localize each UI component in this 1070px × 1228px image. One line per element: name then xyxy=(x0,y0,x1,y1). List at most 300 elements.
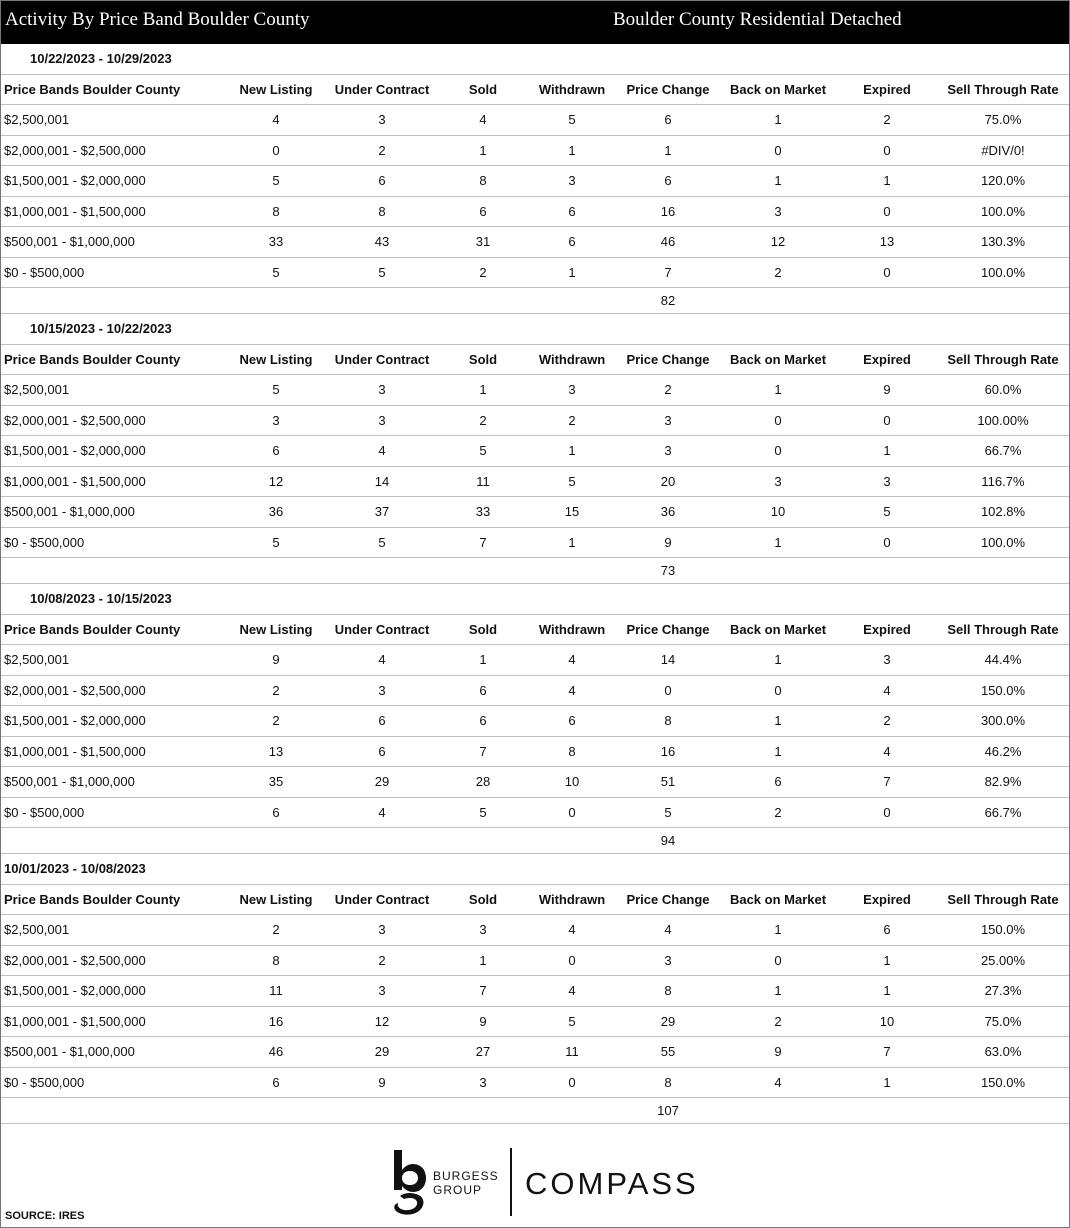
date-range-label: 10/15/2023 - 10/22/2023 xyxy=(30,321,172,337)
table-cell: 9 xyxy=(378,1074,386,1090)
table-cell: 10 xyxy=(879,1013,895,1029)
column-header: Withdrawn xyxy=(538,621,606,637)
column-header: Sold xyxy=(468,81,498,97)
table-cell: 33 xyxy=(475,504,491,520)
column-header: Expired xyxy=(863,81,911,97)
table-cell: 1 xyxy=(774,983,782,999)
table-cell: 3 xyxy=(378,922,386,938)
table-row xyxy=(1,767,1069,798)
table-row xyxy=(1,467,1069,498)
table-cell: 150.0% xyxy=(980,922,1026,938)
table-cell: 3 xyxy=(883,473,891,489)
table-cell: 2 xyxy=(664,382,672,398)
table-cell: 8 xyxy=(568,743,576,759)
table-cell: 8 xyxy=(664,983,672,999)
price-change-total: 94 xyxy=(660,833,676,848)
table-cell: 0 xyxy=(883,412,891,428)
column-header-row xyxy=(1,885,1069,916)
table-cell: 75.0% xyxy=(984,112,1022,128)
table-cell: 7 xyxy=(479,743,487,759)
table-cell: 8 xyxy=(378,203,386,219)
table-cell: 10 xyxy=(564,774,580,790)
table-cell: 100.0% xyxy=(980,203,1026,219)
table-cell: 16 xyxy=(660,743,676,759)
price-band-label: $1,500,001 - $2,000,000 xyxy=(4,713,146,729)
date-range-row xyxy=(1,854,1069,885)
table-cell: 11 xyxy=(476,473,490,489)
table-cell: 31 xyxy=(475,234,491,250)
table-cell: 5 xyxy=(272,264,280,280)
price-band-label: $2,000,001 - $2,500,000 xyxy=(4,142,146,158)
table-cell: 8 xyxy=(272,952,280,968)
report-subtitle: Boulder County Residential Detached xyxy=(613,9,902,30)
price-band-label: $2,000,001 - $2,500,000 xyxy=(4,412,146,428)
price-band-label: $0 - $500,000 xyxy=(4,1074,85,1090)
price-band-label: $0 - $500,000 xyxy=(4,264,85,280)
table-cell: 0 xyxy=(568,804,576,820)
logo-line-1: BURGESS xyxy=(433,1169,499,1183)
table-cell: 4 xyxy=(378,804,386,820)
table-cell: 35 xyxy=(268,774,284,790)
column-header: Price Bands Boulder County xyxy=(4,621,181,637)
table-cell: 5 xyxy=(479,804,487,820)
table-cell: 150.0% xyxy=(980,682,1026,698)
price-band-section xyxy=(1,44,1069,314)
table-cell: 102.8% xyxy=(980,504,1026,520)
table-cell: 3 xyxy=(378,682,386,698)
table-cell: 15 xyxy=(564,504,580,520)
table-cell: 82.9% xyxy=(984,774,1022,790)
table-cell: 116.7% xyxy=(981,473,1025,489)
column-header: Price Bands Boulder County xyxy=(4,891,181,907)
table-cell: 3 xyxy=(479,1074,487,1090)
table-cell: 0 xyxy=(883,534,891,550)
column-header: Sell Through Rate xyxy=(947,351,1059,367)
column-header: New Listing xyxy=(239,351,313,367)
table-cell: 11 xyxy=(269,983,283,999)
table-cell: 46 xyxy=(268,1044,284,1060)
column-header: Sold xyxy=(468,891,498,907)
table-cell: 130.3% xyxy=(980,234,1026,250)
column-header: Back on Market xyxy=(729,621,827,637)
table-cell: 16 xyxy=(268,1013,284,1029)
table-cell: 8 xyxy=(664,1074,672,1090)
table-cell: 14 xyxy=(660,652,676,668)
table-row xyxy=(1,105,1069,136)
price-band-label: $0 - $500,000 xyxy=(4,534,85,550)
table-cell: 6 xyxy=(378,173,386,189)
table-cell: 13 xyxy=(268,743,284,759)
table-cell: 1 xyxy=(479,382,487,398)
table-cell: 2 xyxy=(568,412,576,428)
table-cell: 36 xyxy=(268,504,284,520)
table-cell: 1 xyxy=(479,652,487,668)
table-cell: 3 xyxy=(568,382,576,398)
table-row xyxy=(1,528,1069,559)
table-row xyxy=(1,1068,1069,1099)
table-row xyxy=(1,706,1069,737)
table-row xyxy=(1,136,1069,167)
table-cell: 1 xyxy=(774,173,782,189)
table-cell: #DIV/0! xyxy=(981,142,1025,158)
table-cell: 12 xyxy=(770,234,786,250)
table-cell: 0 xyxy=(774,412,782,428)
compass-logo: COMPASS xyxy=(525,1166,699,1201)
table-cell: 1 xyxy=(774,743,782,759)
column-header: Sell Through Rate xyxy=(947,81,1059,97)
table-cell: 9 xyxy=(479,1013,487,1029)
table-cell: 1 xyxy=(568,142,576,158)
table-cell: 5 xyxy=(272,534,280,550)
table-cell: 6 xyxy=(378,713,386,729)
table-cell: 4 xyxy=(378,443,386,459)
table-cell: 44.4% xyxy=(984,652,1022,668)
table-cell: 6 xyxy=(479,682,487,698)
table-cell: 5 xyxy=(664,804,672,820)
column-header: Withdrawn xyxy=(538,351,606,367)
table-cell: 6 xyxy=(272,443,280,459)
column-header-row xyxy=(1,615,1069,646)
table-cell: 9 xyxy=(774,1044,782,1060)
table-cell: 0 xyxy=(774,682,782,698)
table-cell: 5 xyxy=(568,1013,576,1029)
table-cell: 27 xyxy=(475,1044,491,1060)
table-cell: 5 xyxy=(378,534,386,550)
column-header: Under Contract xyxy=(334,81,430,97)
table-cell: 9 xyxy=(664,534,672,550)
price-change-total-row xyxy=(1,1098,1069,1124)
table-cell: 5 xyxy=(479,443,487,459)
column-header: Expired xyxy=(863,351,911,367)
table-cell: 55 xyxy=(660,1044,676,1060)
table-cell: 6 xyxy=(883,922,891,938)
table-cell: 9 xyxy=(883,382,891,398)
table-cell: 6 xyxy=(272,1074,280,1090)
table-cell: 27.3% xyxy=(984,983,1022,999)
price-change-total-row xyxy=(1,828,1069,854)
price-band-label: $1,500,001 - $2,000,000 xyxy=(4,983,146,999)
table-cell: 3 xyxy=(568,173,576,189)
price-change-total: 107 xyxy=(657,1103,679,1118)
table-cell: 6 xyxy=(774,774,782,790)
table-row xyxy=(1,1037,1069,1068)
column-header: Back on Market xyxy=(729,81,827,97)
table-cell: 6 xyxy=(664,173,672,189)
table-cell: 1 xyxy=(479,142,487,158)
price-band-label: $1,000,001 - $1,500,000 xyxy=(4,203,146,219)
column-header: Price Change xyxy=(626,621,710,637)
logo-divider xyxy=(510,1148,512,1216)
table-cell: 1 xyxy=(479,952,487,968)
table-cell: 2 xyxy=(378,952,386,968)
table-row xyxy=(1,737,1069,768)
table-cell: 14 xyxy=(374,473,390,489)
table-cell: 4 xyxy=(568,682,576,698)
table-cell: 2 xyxy=(479,412,487,428)
table-cell: 66.7% xyxy=(984,804,1022,820)
date-range-row xyxy=(1,44,1069,75)
table-cell: 6 xyxy=(568,203,576,219)
table-cell: 3 xyxy=(272,412,280,428)
table-row xyxy=(1,798,1069,829)
table-row xyxy=(1,406,1069,437)
table-cell: 0 xyxy=(774,443,782,459)
table-cell: 12 xyxy=(374,1013,390,1029)
table-cell: 5 xyxy=(272,173,280,189)
table-cell: 12 xyxy=(268,473,284,489)
price-band-section xyxy=(1,314,1069,584)
table-cell: 8 xyxy=(272,203,280,219)
table-cell: 36 xyxy=(660,504,676,520)
table-cell: 4 xyxy=(378,652,386,668)
price-band-label: $2,500,001 xyxy=(4,112,70,128)
table-cell: 3 xyxy=(774,473,782,489)
table-cell: 46 xyxy=(660,234,676,250)
table-row xyxy=(1,375,1069,406)
table-cell: 9 xyxy=(272,652,280,668)
table-cell: 0 xyxy=(883,264,891,280)
table-cell: 0 xyxy=(774,952,782,968)
price-band-label: $1,500,001 - $2,000,000 xyxy=(4,443,146,459)
table-cell: 3 xyxy=(378,983,386,999)
price-band-label: $2,500,001 xyxy=(4,922,70,938)
table-cell: 1 xyxy=(774,652,782,668)
table-cell: 2 xyxy=(479,264,487,280)
column-header: New Listing xyxy=(239,891,313,907)
table-cell: 2 xyxy=(272,713,280,729)
price-band-section xyxy=(1,584,1069,854)
table-cell: 46.2% xyxy=(984,743,1022,759)
table-cell: 1 xyxy=(774,112,782,128)
table-cell: 3 xyxy=(664,443,672,459)
report-title: Activity By Price Band Boulder County xyxy=(5,9,310,30)
table-cell: 60.0% xyxy=(984,382,1022,398)
table-cell: 11 xyxy=(565,1044,579,1060)
table-cell: 1 xyxy=(883,173,891,189)
table-cell: 1 xyxy=(774,534,782,550)
table-cell: 120.0% xyxy=(980,173,1026,189)
table-cell: 3 xyxy=(378,382,386,398)
price-band-label: $1,000,001 - $1,500,000 xyxy=(4,1013,146,1029)
price-change-total-row xyxy=(1,288,1069,314)
column-header: Expired xyxy=(863,621,911,637)
table-cell: 33 xyxy=(268,234,284,250)
table-cell: 7 xyxy=(479,534,487,550)
table-row xyxy=(1,497,1069,528)
table-cell: 4 xyxy=(568,922,576,938)
table-cell: 6 xyxy=(568,234,576,250)
table-cell: 0 xyxy=(774,142,782,158)
column-header: New Listing xyxy=(239,621,313,637)
table-cell: 16 xyxy=(660,203,676,219)
table-cell: 6 xyxy=(479,713,487,729)
table-cell: 75.0% xyxy=(984,1013,1022,1029)
table-cell: 1 xyxy=(883,443,891,459)
table-cell: 4 xyxy=(883,743,891,759)
column-header: Price Change xyxy=(626,351,710,367)
price-band-label: $1,000,001 - $1,500,000 xyxy=(4,743,146,759)
table-cell: 2 xyxy=(774,1013,782,1029)
table-cell: 5 xyxy=(883,504,891,520)
burgess-group-logo-icon xyxy=(390,1148,438,1218)
table-cell: 51 xyxy=(660,774,676,790)
table-cell: 2 xyxy=(272,682,280,698)
table-cell: 5 xyxy=(378,264,386,280)
report-header xyxy=(1,1,1069,44)
price-band-label: $500,001 - $1,000,000 xyxy=(4,774,135,790)
column-header: Back on Market xyxy=(729,891,827,907)
table-cell: 3 xyxy=(378,112,386,128)
table-cell: 3 xyxy=(378,412,386,428)
date-range-label: 10/22/2023 - 10/29/2023 xyxy=(30,51,172,67)
column-header: Expired xyxy=(863,891,911,907)
table-cell: 1 xyxy=(883,983,891,999)
column-header-row xyxy=(1,75,1069,106)
table-cell: 1 xyxy=(774,382,782,398)
table-row xyxy=(1,676,1069,707)
table-cell: 3 xyxy=(664,952,672,968)
table-cell: 37 xyxy=(374,504,390,520)
source-note: SOURCE: IRES xyxy=(5,1210,85,1222)
column-header: Under Contract xyxy=(334,891,430,907)
table-cell: 6 xyxy=(378,743,386,759)
table-cell: 4 xyxy=(568,652,576,668)
table-row xyxy=(1,976,1069,1007)
table-cell: 0 xyxy=(883,203,891,219)
price-band-label: $500,001 - $1,000,000 xyxy=(4,234,135,250)
table-cell: 2 xyxy=(774,804,782,820)
table-cell: 6 xyxy=(272,804,280,820)
price-band-label: $2,500,001 xyxy=(4,382,70,398)
table-cell: 43 xyxy=(374,234,390,250)
table-cell: 1 xyxy=(664,142,672,158)
table-cell: 7 xyxy=(883,1044,891,1060)
table-cell: 3 xyxy=(774,203,782,219)
column-header: Price Change xyxy=(626,81,710,97)
table-cell: 0 xyxy=(272,142,280,158)
table-cell: 6 xyxy=(568,713,576,729)
table-cell: 1 xyxy=(568,443,576,459)
table-row xyxy=(1,645,1069,676)
column-header: Sold xyxy=(468,621,498,637)
table-cell: 4 xyxy=(664,922,672,938)
column-header: Sold xyxy=(468,351,498,367)
table-cell: 1 xyxy=(883,952,891,968)
table-cell: 2 xyxy=(883,713,891,729)
footer xyxy=(1,1124,1069,1227)
table-row xyxy=(1,436,1069,467)
table-row xyxy=(1,227,1069,258)
table-cell: 63.0% xyxy=(984,1044,1022,1060)
table-cell: 5 xyxy=(568,473,576,489)
table-row xyxy=(1,258,1069,289)
table-cell: 100.0% xyxy=(980,534,1026,550)
burgess-group-wordmark xyxy=(433,1169,499,1197)
date-range-row xyxy=(1,314,1069,345)
price-band-label: $500,001 - $1,000,000 xyxy=(4,1044,135,1060)
column-header: Back on Market xyxy=(729,351,827,367)
column-header: Withdrawn xyxy=(538,81,606,97)
column-header: New Listing xyxy=(239,81,313,97)
date-range-label: 10/08/2023 - 10/15/2023 xyxy=(30,591,172,607)
table-cell: 6 xyxy=(664,112,672,128)
table-cell: 2 xyxy=(272,922,280,938)
table-cell: 5 xyxy=(568,112,576,128)
column-header: Under Contract xyxy=(334,351,430,367)
table-row xyxy=(1,166,1069,197)
table-cell: 6 xyxy=(479,203,487,219)
table-row xyxy=(1,946,1069,977)
column-header: Price Bands Boulder County xyxy=(4,351,181,367)
table-cell: 100.0% xyxy=(980,264,1026,280)
price-band-label: $2,000,001 - $2,500,000 xyxy=(4,952,146,968)
table-cell: 4 xyxy=(883,682,891,698)
table-cell: 1 xyxy=(774,922,782,938)
table-cell: 2 xyxy=(774,264,782,280)
table-cell: 66.7% xyxy=(984,443,1022,459)
table-cell: 1 xyxy=(568,264,576,280)
price-change-total-row xyxy=(1,558,1069,584)
price-band-label: $1,500,001 - $2,000,000 xyxy=(4,173,146,189)
table-cell: 2 xyxy=(378,142,386,158)
table-cell: 4 xyxy=(568,983,576,999)
table-cell: 13 xyxy=(879,234,895,250)
table-cell: 25.00% xyxy=(980,952,1026,968)
price-change-total: 73 xyxy=(660,563,676,578)
table-cell: 0 xyxy=(883,804,891,820)
table-cell: 29 xyxy=(374,1044,390,1060)
activity-tables xyxy=(1,44,1069,1124)
table-row xyxy=(1,197,1069,228)
table-cell: 7 xyxy=(479,983,487,999)
price-band-label: $1,000,001 - $1,500,000 xyxy=(4,473,146,489)
table-cell: 8 xyxy=(479,173,487,189)
table-cell: 0 xyxy=(883,142,891,158)
table-cell: 3 xyxy=(479,922,487,938)
table-cell: 0 xyxy=(568,1074,576,1090)
column-header: Price Change xyxy=(626,891,710,907)
table-cell: 3 xyxy=(664,412,672,428)
column-header: Sell Through Rate xyxy=(947,891,1059,907)
column-header: Price Bands Boulder County xyxy=(4,81,181,97)
logo-line-2: GROUP xyxy=(433,1183,483,1197)
table-cell: 20 xyxy=(660,473,676,489)
table-cell: 5 xyxy=(272,382,280,398)
table-cell: 4 xyxy=(272,112,280,128)
table-cell: 29 xyxy=(660,1013,676,1029)
price-band-label: $500,001 - $1,000,000 xyxy=(4,504,135,520)
table-cell: 1 xyxy=(568,534,576,550)
date-range-row xyxy=(1,584,1069,615)
table-cell: 3 xyxy=(883,652,891,668)
table-cell: 300.0% xyxy=(980,713,1026,729)
table-cell: 150.0% xyxy=(980,1074,1026,1090)
table-cell: 1 xyxy=(883,1074,891,1090)
table-cell: 8 xyxy=(664,713,672,729)
date-range-label: 10/01/2023 - 10/08/2023 xyxy=(4,861,146,877)
table-row xyxy=(1,915,1069,946)
table-cell: 1 xyxy=(774,713,782,729)
table-cell: 29 xyxy=(374,774,390,790)
column-header: Sell Through Rate xyxy=(947,621,1059,637)
table-row xyxy=(1,1007,1069,1038)
table-cell: 7 xyxy=(883,774,891,790)
price-change-total: 82 xyxy=(660,293,676,308)
table-cell: 10 xyxy=(770,504,786,520)
table-cell: 0 xyxy=(664,682,672,698)
table-cell: 4 xyxy=(774,1074,782,1090)
column-header-row xyxy=(1,345,1069,376)
